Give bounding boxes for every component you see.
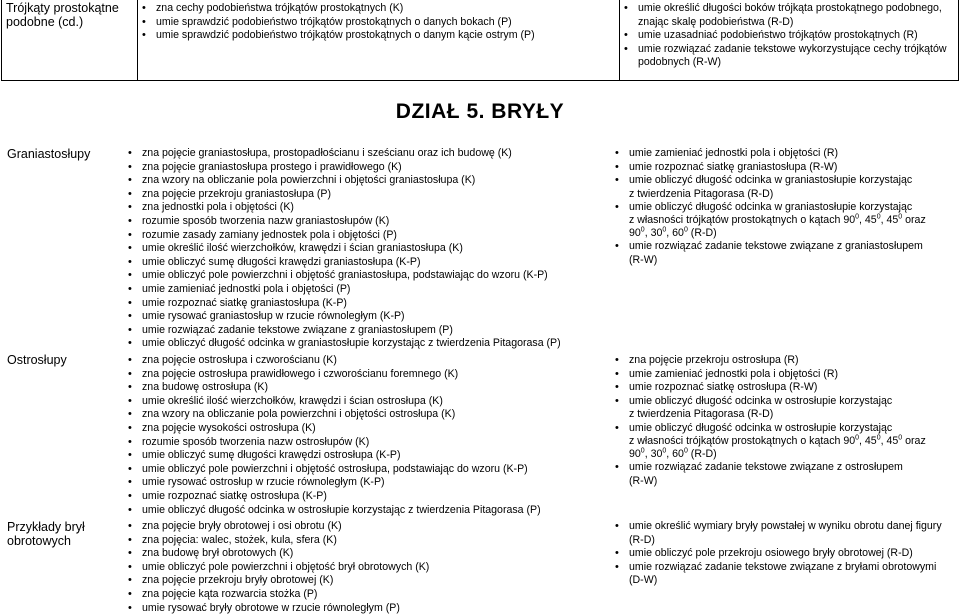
item-text: umie rozpoznać siatkę ostrosłupa (R-W) [629,381,818,394]
item-text: z własności trójkątów prostokątnych o kątach 90 [629,434,856,447]
list-item: • umie obliczyć pole powierzchni i objętość brył obrotowych (K) [125,561,615,575]
item-text: 90 [629,447,641,460]
item-text: (R-D) [687,447,717,460]
item-text: zna pojęcie przekroju ostrosłupa (R) [629,354,799,366]
degree-mark: 0 [898,213,903,221]
list-item: • umie sprawdzić podobieństwo trójkątów prostokątnych o danym kącie ostrym (P) [139,29,617,43]
list-item [612,201,958,240]
list-item: • umie zamieniać jednostki pola i objętości (P) [125,283,615,297]
item-text: umie obliczyć długość odcinka w graniastosłupie korzystając [629,174,913,187]
list-item: • umie rozpoznać siatkę ostrosłupa (K-P) [125,490,615,504]
item-text: , 60 [666,447,684,460]
list-item: • zna budowę brył obrotowych (K) [125,547,615,561]
item-text: (R-W) [629,474,658,487]
extended-requirements [612,354,958,488]
list-item: • umie określić wymiary bryły powstałej w wyniku obrotu danej figury (R-D) [612,520,952,547]
list-item: • umie określić długości boków trójkąta prostokątnego podobnego, znając skalę podobieństwa (R-D) [621,2,951,29]
basic-requirements [125,520,615,615]
item-text: umie obliczyć długość odcinka w graniastosłupie korzystając [629,201,913,214]
topic-cell [7,353,125,367]
list-item [612,422,958,461]
degree-mark: 0 [640,447,645,455]
list-item: • umie obliczyć pole powierzchni i objętość ostrosłupa, podstawiając do wzoru (K-P) [125,463,615,477]
list-item: • zna pojęcia: walec, stożek, kula, sfera (K) [125,534,615,548]
extended-requirements [621,2,951,70]
list-item: • umie rozwiązać zadanie tekstowe związane z bryłami obrotowymi (D-W) [612,561,952,588]
item-text: umie zamieniać jednostki pola i objętości (R) [629,147,839,159]
degree-mark: 0 [855,213,860,221]
item-text: , 30 [644,227,663,240]
list-item: • rozumie sposób tworzenia nazw graniastosłupów (K) [125,215,615,229]
degree-mark: 0 [640,226,645,234]
list-item: • zna pojęcie bryły obrotowej i osi obrotu (K) [125,520,615,534]
item-text: z twierdzenia Pitagorasa (R-D) [629,187,774,200]
topic-label: Ostrosłupy [7,353,67,367]
list-item [612,161,958,175]
list-item: • umie rysować bryły obrotowe w rzucie równoległym (P) [125,602,615,615]
item-text: oraz [902,214,926,227]
list-item: • zna cechy podobieństwa trójkątów prostokątnych (K) [139,2,617,16]
list-item [612,354,958,368]
item-text: , 60 [666,227,684,240]
topic-label: Trójkąty prostokątne podobne (cd.) [6,1,119,29]
list-item: • zna wzory na obliczanie pola powierzchni i objętości graniastosłupa (K) [125,174,615,188]
degree-mark: 0 [876,434,881,442]
item-text: umie rozpoznać siatkę graniastosłupa (R-W) [629,160,838,173]
table-border [1,0,2,81]
item-text: umie rozwiązać zadanie tekstowe związane z graniastosłupem [629,240,923,253]
list-item: • umie obliczyć pole przekroju osiowego bryły obrotowej (R-D) [612,547,952,561]
list-item: • zna pojęcie wysokości ostrosłupa (K) [125,422,615,436]
list-item: • umie rysować graniastosłup w rzucie równoległym (K-P) [125,310,615,324]
list-item: • zna pojęcie graniastosłupa prostego i prawidłowego (K) [125,161,615,175]
degree-mark: 0 [662,447,667,455]
topic-cell [6,1,134,29]
item-text: umie rozwiązać zadanie tekstowe związane z ostrosłupem [629,460,903,473]
degree-mark: 0 [898,434,903,442]
list-item [612,461,958,488]
item-text: , 45 [859,214,877,227]
topic-label: Graniastosłupy [7,147,91,161]
list-item: • umie obliczyć pole powierzchni i objętość graniastosłupa, podstawiając do wzoru (K-P) [125,269,615,283]
list-item: • zna pojęcie graniastosłupa, prostopadłościanu i sześcianu oraz ich budowę (K) [125,147,615,161]
list-item: • umie rysować ostrosłup w rzucie równoległym (K-P) [125,476,615,490]
item-text: z własności trójkątów prostokątnych o kątach 90 [629,214,856,227]
item-text: umie zamieniać jednostki pola i objętości (R) [629,367,839,380]
item-text: oraz [902,434,926,447]
list-item: • umie rozwiązać zadanie tekstowe związane z graniastosłupem (P) [125,324,615,338]
list-item: • umie uzasadniać podobieństwo trójkątów prostokątnych (R) [621,29,951,43]
extended-requirements [612,147,958,268]
list-item [612,395,958,422]
list-item: • umie obliczyć długość odcinka w graniastosłupie korzystając z twierdzenia Pitagorasa (P) [125,337,615,351]
list-item: • umie obliczyć sumę długości krawędzi ostrosłupa (K-P) [125,449,615,463]
item-text: umie obliczyć długość odcinka w ostrosłupie korzystając [629,394,893,407]
item-text: z twierdzenia Pitagorasa (R-D) [629,408,774,421]
item-text: umie obliczyć długość odcinka w ostrosłupie korzystając [629,421,893,434]
list-item: • zna wzory na obliczanie pola powierzchni i objętości ostrosłupa (K) [125,408,615,422]
basic-requirements [125,147,615,351]
list-item: • zna jednostki pola i objętości (K) [125,201,615,215]
list-item: • rozumie sposób tworzenia nazw ostrosłupów (K) [125,436,615,450]
list-item: • umie określić ilość wierzchołków, krawędzi i ścian graniastosłupa (K) [125,242,615,256]
table-border [137,0,138,81]
item-text: , 45 [880,434,899,447]
degree-mark: 0 [683,226,688,234]
list-item: • zna budowę ostrosłupa (K) [125,381,615,395]
topic-cell [7,520,117,548]
list-item: • zna pojęcie przekroju bryły obrotowej (K) [125,574,615,588]
degree-mark: 0 [662,226,667,234]
item-text: , 45 [880,214,899,227]
list-item [612,368,958,382]
degree-mark: 0 [876,213,881,221]
list-item: • zna pojęcie przekroju graniastosłupa (P) [125,188,615,202]
list-item: • umie rozwiązać zadanie tekstowe wykorzystujące cechy trójkątów podobnych (R-W) [621,43,951,70]
list-item: • zna pojęcie kąta rozwarcia stożka (P) [125,588,615,602]
item-text: , 45 [859,434,877,447]
table-border [1,80,959,81]
item-text: (R-W) [629,253,658,266]
basic-requirements [125,354,615,517]
item-text: (R-D) [687,227,717,240]
table-border [619,0,620,81]
list-item: • zna pojęcie ostrosłupa prawidłowego i czworościanu foremnego (K) [125,368,615,382]
list-item [612,147,958,161]
list-item: • umie obliczyć długość odcinka w ostrosłupie korzystając z twierdzenia Pitagorasa (P) [125,504,615,518]
basic-requirements [139,2,617,43]
topic-cell [7,147,125,161]
degree-mark: 0 [855,434,860,442]
item-text: , 30 [644,447,663,460]
list-item [612,240,958,267]
list-item: • umie określić ilość wierzchołków, krawędzi i ścian ostrosłupa (K) [125,395,615,409]
section-heading: DZIAŁ 5. BRYŁY [395,100,565,123]
list-item: • umie sprawdzić podobieństwo trójkątów prostokątnych o danych bokach (P) [139,16,617,30]
list-item [612,381,958,395]
degree-mark: 0 [683,447,688,455]
extended-requirements [612,520,952,588]
list-item [612,174,958,201]
item-text: 90 [629,227,641,240]
list-item: • umie obliczyć sumę długości krawędzi graniastosłupa (K-P) [125,256,615,270]
list-item: • umie rozpoznać siatkę graniastosłupa (K-P) [125,297,615,311]
list-item: • rozumie zasady zamiany jednostek pola i objętości (P) [125,229,615,243]
list-item: • zna pojęcie ostrosłupa i czworościanu (K) [125,354,615,368]
table-border [958,0,959,81]
topic-label: Przykłady brył obrotowych [7,520,85,548]
